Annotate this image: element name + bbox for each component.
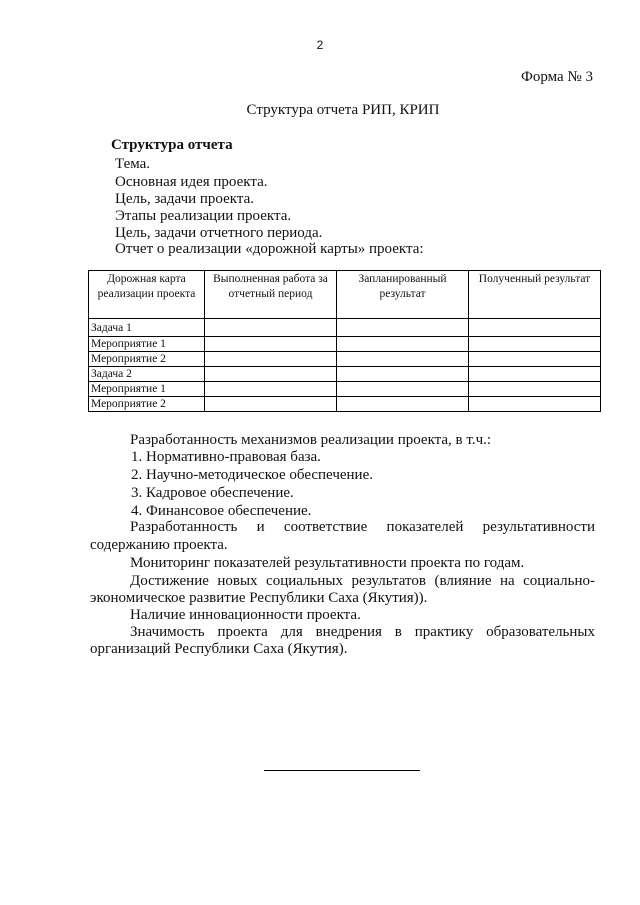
structure-item: Основная идея проекта.: [115, 174, 268, 190]
document-title: Структура отчета РИП, КРИП: [246, 102, 440, 118]
table-row: [89, 367, 601, 382]
table-cell: [205, 382, 337, 397]
table-row: [89, 352, 601, 367]
column-header: Полученный результат: [469, 271, 601, 319]
table-cell: Мероприятие 1: [89, 382, 205, 397]
mechanism-item: 1. Нормативно-правовая база.: [131, 449, 321, 465]
mechanism-item: 3. Кадровое обеспечение.: [131, 485, 294, 501]
paragraph-innovation: Наличие инновационности проекта.: [130, 607, 361, 623]
paragraph-social-line2: экономическое развитие Республики Саха (Якутия)).: [90, 590, 428, 606]
structure-item: Цель, задачи проекта.: [115, 191, 255, 207]
table-cell: [337, 367, 469, 382]
table-cell: Мероприятие 2: [89, 352, 205, 367]
paragraph-social-line1: [130, 572, 595, 590]
table-cell: [205, 319, 337, 337]
paragraph-text: Разработанность и соответствие показателей результативности: [130, 519, 595, 535]
paragraph-significance-line1: [130, 623, 595, 641]
column-header: Выполненная работа за отчетный период: [205, 271, 337, 319]
table-cell: [469, 367, 601, 382]
table-row: [89, 382, 601, 397]
paragraph-text: Достижение новых социальных результатов (влияние на социально-: [130, 573, 595, 589]
structure-item: Отчет о реализации «дорожной карты» проекта:: [115, 241, 424, 257]
table-cell: Мероприятие 2: [89, 397, 205, 412]
table-cell: [337, 382, 469, 397]
paragraph-indicators-line2: содержанию проекта.: [90, 537, 228, 553]
table-cell: [205, 367, 337, 382]
table-cell: [337, 397, 469, 412]
mechanism-item: 2. Научно-методическое обеспечение.: [131, 467, 373, 483]
mechanism-item: 4. Финансовое обеспечение.: [131, 503, 312, 519]
table-row: [89, 319, 601, 337]
column-header: Запланированный результат: [337, 271, 469, 319]
roadmap-table: [88, 270, 601, 412]
section-heading: Структура отчета: [111, 137, 233, 153]
table-cell: [205, 337, 337, 352]
table-cell: [337, 352, 469, 367]
table-cell: [469, 319, 601, 337]
table-cell: [205, 397, 337, 412]
page-number: 2: [316, 38, 324, 52]
table-row: [89, 337, 601, 352]
table-cell: [469, 352, 601, 367]
paragraph-text: Значимость проекта для внедрения в практику образовательных: [130, 624, 595, 640]
paragraph-significance-line2: организаций Республики Саха (Якутия).: [90, 641, 348, 657]
mechanisms-intro: Разработанность механизмов реализации проекта, в т.ч.:: [130, 432, 492, 448]
table-cell: [337, 319, 469, 337]
table-cell: [337, 337, 469, 352]
table-cell: [469, 397, 601, 412]
structure-item: Тема.: [115, 156, 151, 172]
table-cell: Задача 2: [89, 367, 205, 382]
structure-item: Цель, задачи отчетного периода.: [115, 225, 323, 241]
table-cell: [469, 382, 601, 397]
column-header: Дорожная карта реализации проекта: [89, 271, 205, 319]
bottom-divider: [264, 770, 420, 771]
table-cell: Мероприятие 1: [89, 337, 205, 352]
paragraph-indicators-line1: [130, 518, 595, 536]
paragraph-monitoring: Мониторинг показателей результативности проекта по годам.: [130, 555, 525, 571]
table-row: [89, 397, 601, 412]
form-label: Форма № 3: [521, 69, 593, 85]
table-cell: [469, 337, 601, 352]
table-cell: Задача 1: [89, 319, 205, 337]
table-cell: [205, 352, 337, 367]
table-header-row: [89, 271, 601, 319]
structure-item: Этапы реализации проекта.: [115, 208, 292, 224]
